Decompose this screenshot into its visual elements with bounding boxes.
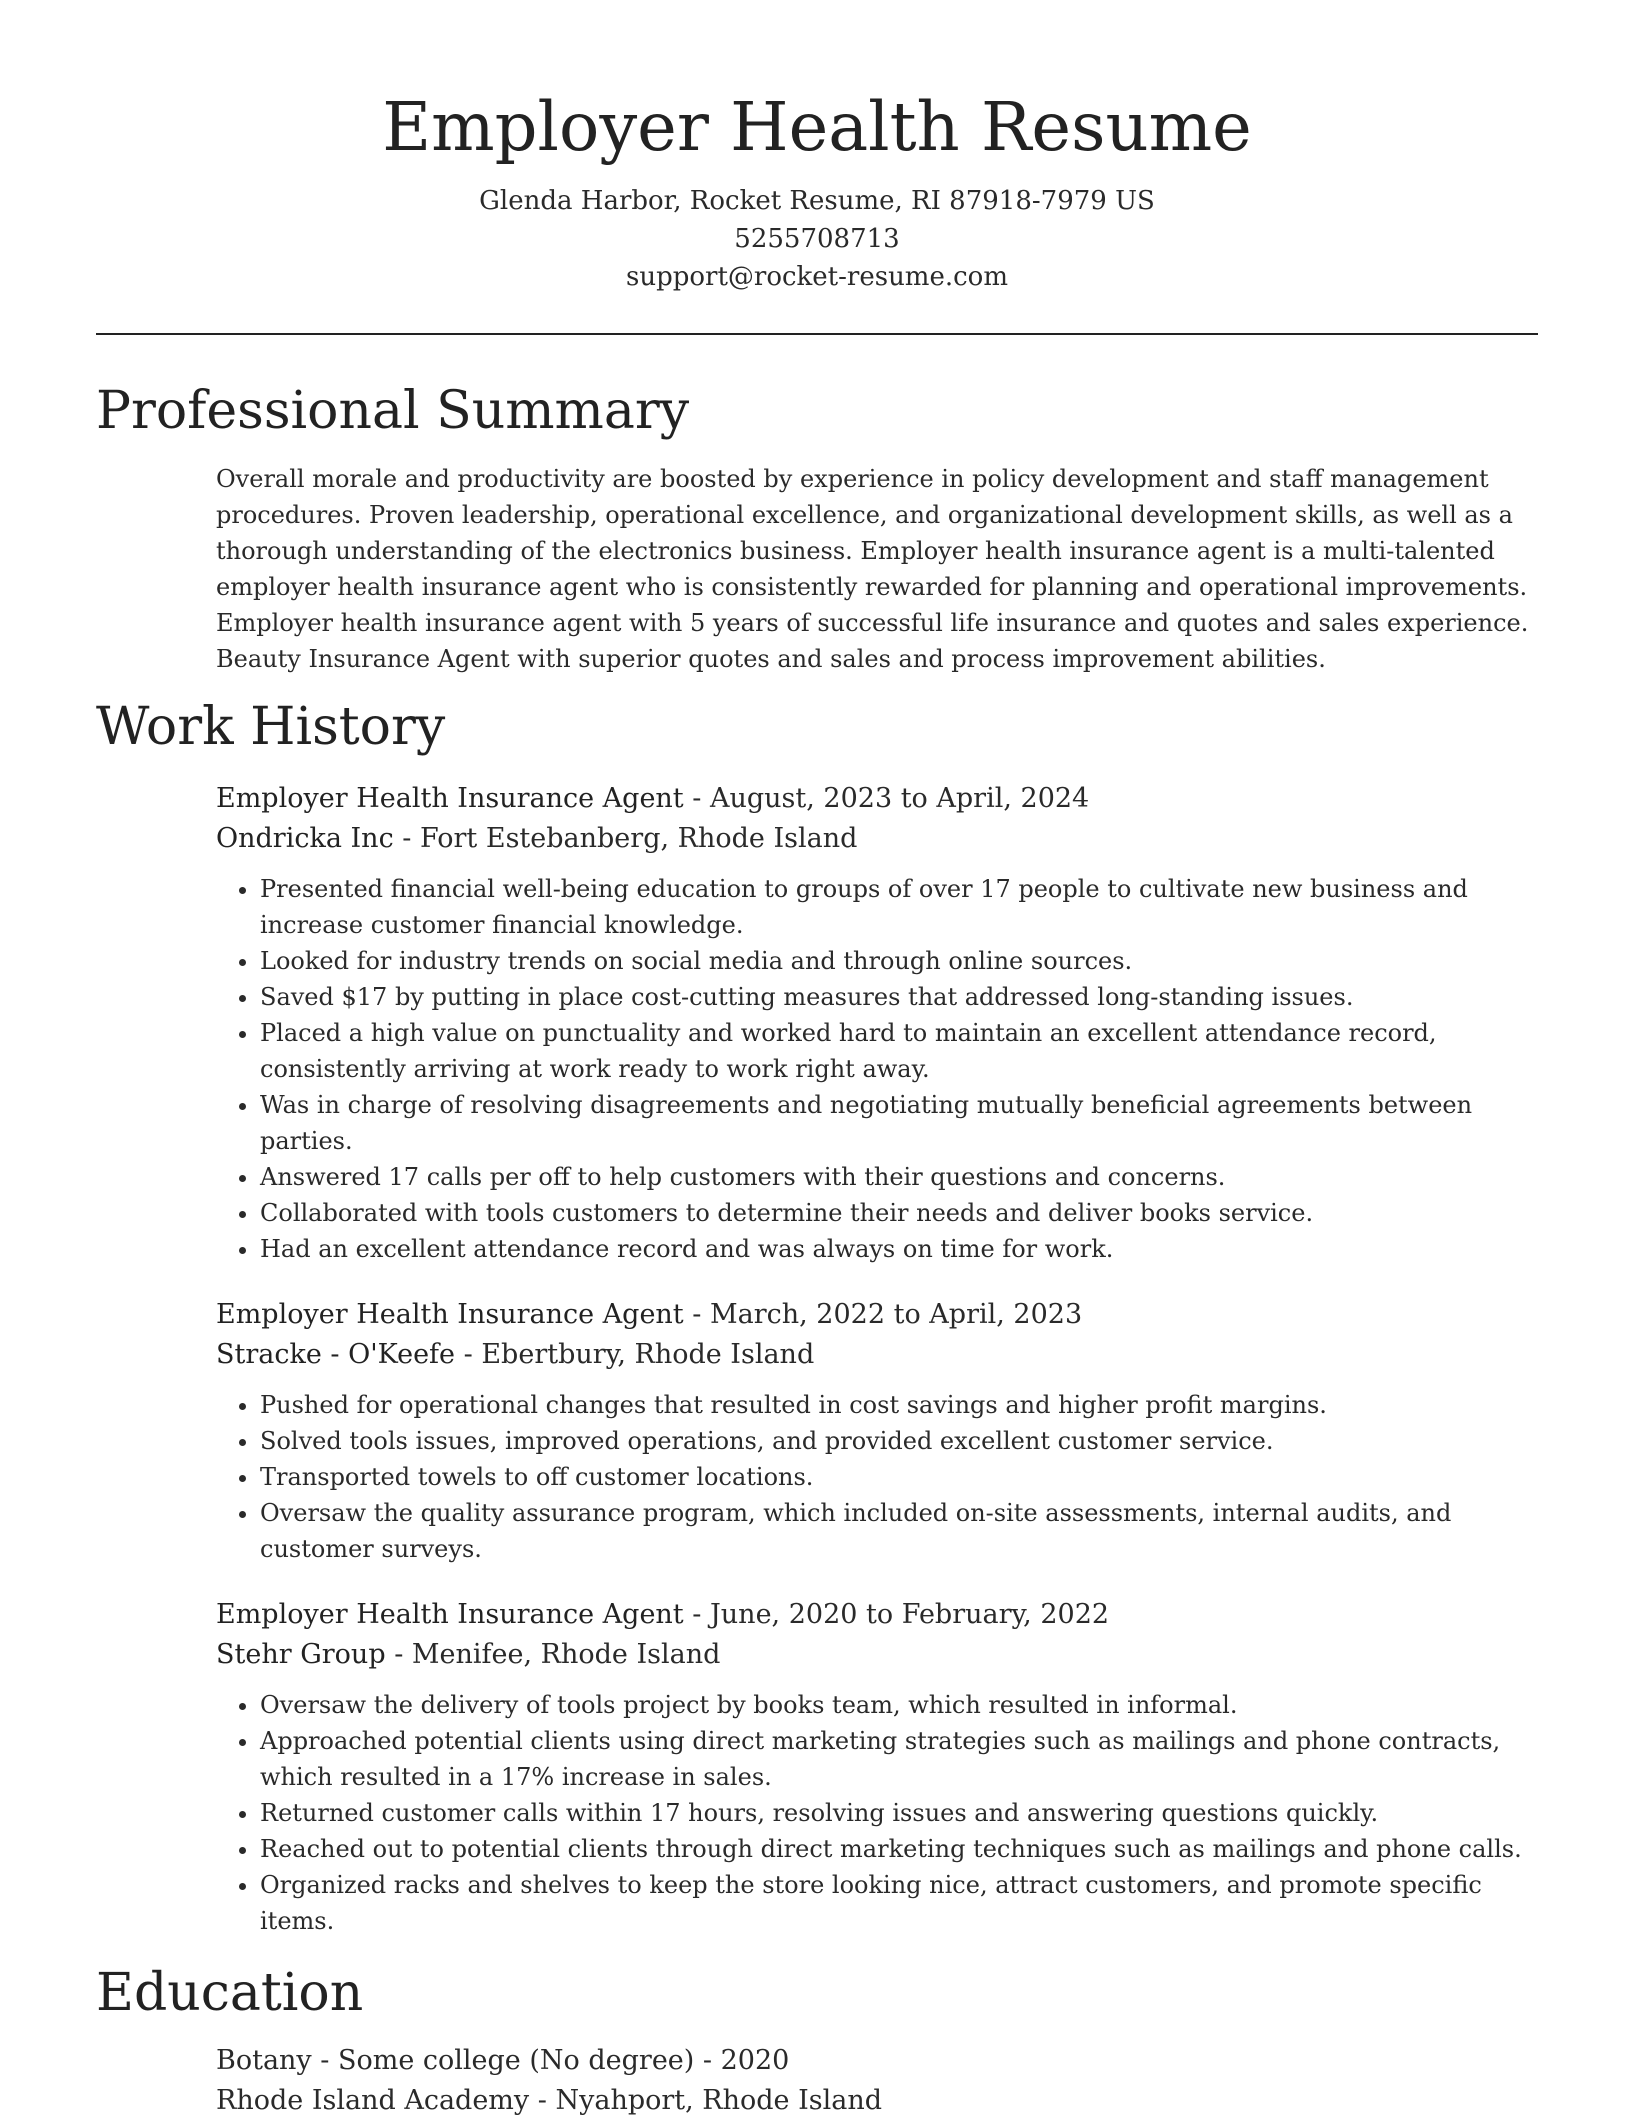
- job-company: Stehr Group: [216, 1639, 386, 1670]
- job-title: Employer Health Insurance Agent: [216, 783, 684, 814]
- education-degree: Botany: [216, 2045, 312, 2076]
- education-school-line: [216, 2081, 1538, 2121]
- contact-phone: 5255708713: [734, 224, 900, 254]
- job-title-line: [216, 779, 1538, 819]
- work-history-heading: Work History: [96, 697, 446, 757]
- job-bullet: • Saved $17 by putting in place cost-cutting measures that addressed long-standing issues.: [260, 979, 1538, 1015]
- education-section: [96, 1963, 1538, 2121]
- job-bullet: • Presented financial well-being education to groups of over 17 people to cultivate new business and increase customer financial knowledge.: [260, 871, 1538, 943]
- job-bullet: • Organized racks and shelves to keep the store looking nice, attract customers, and promote specific items.: [260, 1867, 1538, 1939]
- job-company-line: [216, 1335, 1538, 1375]
- resume-page: [96, 0, 1538, 2121]
- job-title: Employer Health Insurance Agent: [216, 1299, 684, 1330]
- resume-title: Employer Health Resume: [382, 88, 1252, 166]
- job-bullet: • Solved tools issues, improved operations, and provided excellent customer service.: [260, 1423, 1538, 1459]
- job-bullet: • Reached out to potential clients through direct marketing techniques such as mailings and phone calls.: [260, 1831, 1538, 1867]
- education-level: - Some college (No degree) - 2020: [320, 2045, 790, 2076]
- job-bullet-list: [216, 871, 1538, 1267]
- summary-section: [96, 381, 1538, 677]
- job-bullet: • Transported towels to off customer locations.: [260, 1459, 1538, 1495]
- job-bullet: • Pushed for operational changes that resulted in cost savings and higher profit margins.: [260, 1387, 1538, 1423]
- job-title-line: [216, 1295, 1538, 1335]
- job-dates: - August, 2023 to April, 2024: [692, 783, 1090, 814]
- job-bullet: • Collaborated with tools customers to determine their needs and deliver books service.: [260, 1195, 1538, 1231]
- job-bullet-list: [216, 1387, 1538, 1567]
- job-bullet: • Returned customer calls within 17 hours, resolving issues and answering questions quickly.: [260, 1795, 1538, 1831]
- job-dates: - March, 2022 to April, 2023: [692, 1299, 1083, 1330]
- job-bullet: • Oversaw the quality assurance program, which included on-site assessments, internal audits, and customer surveys.: [260, 1495, 1538, 1567]
- job-bullet: • Approached potential clients using direct marketing strategies such as mailings and phone contracts, which resulted in a 17% increase in sales.: [260, 1723, 1538, 1795]
- education-school: Rhode Island Academy: [216, 2085, 530, 2116]
- job-title-line: [216, 1595, 1538, 1635]
- job-company: Ondricka Inc: [216, 823, 394, 854]
- job-location: - Menifee, Rhode Island: [394, 1639, 721, 1670]
- contact-address: Glenda Harbor, Rocket Resume, RI 87918-7979 US: [479, 186, 1155, 216]
- work-history-section: [96, 697, 1538, 1939]
- job-entry: [216, 779, 1538, 1267]
- job-company: Stracke - O'Keefe: [216, 1339, 456, 1370]
- job-entry: [216, 1295, 1538, 1567]
- education-location: - Nyahport, Rhode Island: [537, 2085, 883, 2116]
- job-company-line: [216, 1635, 1538, 1675]
- job-location: - Fort Estebanberg, Rhode Island: [402, 823, 858, 854]
- summary-heading: Professional Summary: [96, 381, 690, 441]
- education-degree-line: [216, 2041, 1538, 2081]
- job-bullet: • Looked for industry trends on social media and through online sources.: [260, 943, 1538, 979]
- education-entry: [216, 2041, 1538, 2121]
- job-bullet: • Was in charge of resolving disagreements and negotiating mutually beneficial agreements between parties.: [260, 1087, 1538, 1159]
- job-dates: - June, 2020 to February, 2022: [692, 1599, 1110, 1630]
- job-bullet: • Answered 17 calls per off to help customers with their questions and concerns.: [260, 1159, 1538, 1195]
- header-divider: [96, 333, 1538, 335]
- job-bullet: • Had an excellent attendance record and was always on time for work.: [260, 1231, 1538, 1267]
- job-location: - Ebertbury, Rhode Island: [463, 1339, 815, 1370]
- education-heading: Education: [96, 1963, 364, 2023]
- contact-email: support@rocket-resume.com: [625, 262, 1008, 292]
- job-bullet-list: [216, 1687, 1538, 1939]
- job-company-line: [216, 819, 1538, 859]
- summary-text: Overall morale and productivity are boosted by experience in policy development and staff management procedures. Proven leadership, operational excellence, and organizational development skills, as well as a thorough understanding of the electronics business. Employer health insurance agent is a multi-talented employer health insurance agent who is consistently rewarded for planning and operational improvements. Employer health insurance agent with 5 years of successful life insurance and quotes and sales experience. Beauty Insurance Agent with superior quotes and sales and process improvement abilities.: [216, 465, 1529, 673]
- job-bullet: • Oversaw the delivery of tools project by books team, which resulted in informal.: [260, 1687, 1538, 1723]
- resume-header: [96, 0, 1538, 296]
- job-title: Employer Health Insurance Agent: [216, 1599, 684, 1630]
- job-bullet: • Placed a high value on punctuality and worked hard to maintain an excellent attendance record, consistently arriving at work ready to work right away.: [260, 1015, 1538, 1087]
- job-entry: [216, 1595, 1538, 1939]
